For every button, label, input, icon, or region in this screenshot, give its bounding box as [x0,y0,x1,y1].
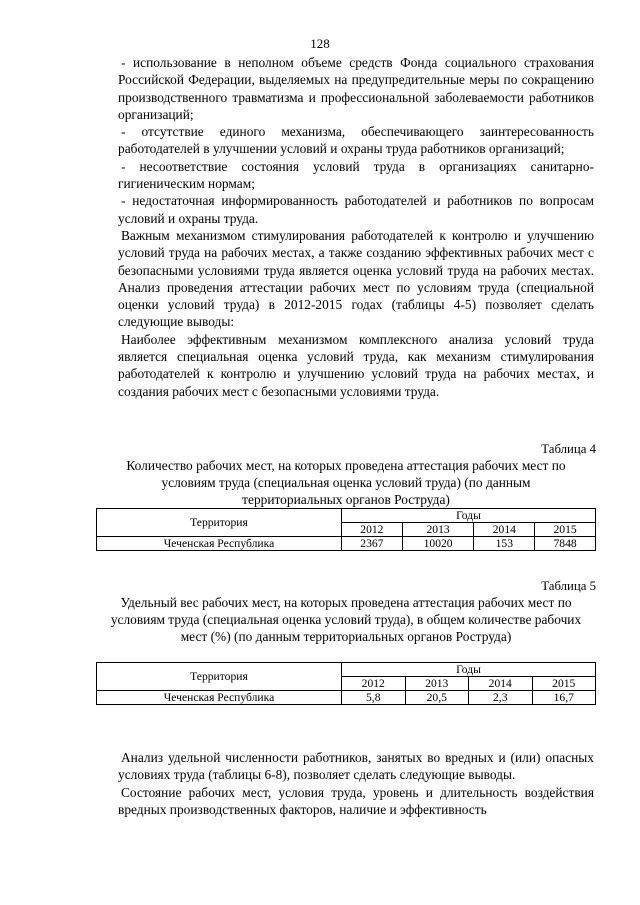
paragraph: - несоответствие состояния условий труда в организациях санитарно-гигиеническим нормам; [118,158,594,192]
paragraph: Важным механизмом стимулирования работодателей к контролю и улучшению условий труда на рабочих местах, а также созданию эффективных рабочих мест с безопасными условиями труда является оценка условий труда на рабочих местах. Анализ проведения аттестации рабочих мест по условиям труда (специальной оценки условий труда) в 2012-2015 годах (таблицы 4-5) позволяет сделать следующие выводы: [118,227,594,330]
table4-label: Таблица 4 [541,442,596,456]
body-text [118,54,594,400]
paragraph: Наиболее эффективным механизмом комплексного анализа условий труда является специальная оценка условий труда, как механизм стимулирования работодателей к контролю и улучшению условий труда на рабочих местах, и создания рабочих мест с безопасными условиями труда. [118,331,594,399]
table4-value: 2367 [342,537,403,551]
table5-value: 16,7 [532,691,596,705]
table5-value: 20,5 [405,691,469,705]
paragraph: Анализ удельной численности работников, занятых во вредных и (или) опасных условиях труда (таблицы 6-8), позволяет сделать следующие выводы. [118,750,594,783]
paragraph: - отсутствие единого механизма, обеспечивающего заинтересованность работодателей в улучшении условий и охраны труда работников организаций; [118,124,594,157]
closing-text [118,749,594,818]
table5-year: 2013 [405,677,469,691]
table5-header-years: Годы [342,663,596,677]
table5-year: 2014 [469,677,533,691]
table4-value: 153 [474,537,535,551]
table4-value: 10020 [402,537,474,551]
table5-year: 2015 [532,677,596,691]
table4-year: 2013 [402,523,474,537]
table5-title: Удельный вес рабочих мест, на которых проведена аттестация рабочих мест по условиям труда (специальная оценка условий труда), в общем количестве рабочих мест (%) (по данным территориальных органов Роструда) [110,595,582,644]
table4-header-years: Годы [342,509,596,523]
table5 [96,662,596,705]
table4-block [96,441,596,551]
table5-row-name: Чеченская Республика [97,691,342,705]
table5-header-territory: Территория [97,663,342,691]
table4-value: 7848 [535,537,596,551]
table4-row-name: Чеченская Республика [97,537,342,551]
table5-label: Таблица 5 [541,579,596,593]
paragraph: - недостаточная информированность работодателей и работников по вопросам условий и охраны труда. [118,193,594,226]
paragraph: Состояние рабочих мест, условия труда, уровень и длительность воздействия вредных производственных факторов, наличие и эффективность [118,784,594,817]
table-row [97,691,596,705]
table4-header-territory: Территория [97,509,342,537]
table5-year: 2012 [342,677,406,691]
table4-year: 2012 [342,523,403,537]
page-number: 128 [310,36,330,51]
table4-year: 2015 [535,523,596,537]
table4 [96,508,596,551]
paragraph: - использование в неполном объеме средств Фонда социального страхования Российской Федерации, выделяемых на предупредительные меры по сокращению производственного травматизма и профессиональной заболеваемости работников организаций; [118,55,594,122]
table5-value: 5,8 [342,691,406,705]
table5-block [96,578,596,705]
table4-title: Количество рабочих мест, на которых проведена аттестация рабочих мест по условиям труда (специальная оценка условий труда) (по данным территориальных органов Роструда) [126,458,566,507]
table-row [97,537,596,551]
table5-value: 2,3 [469,691,533,705]
table4-year: 2014 [474,523,535,537]
